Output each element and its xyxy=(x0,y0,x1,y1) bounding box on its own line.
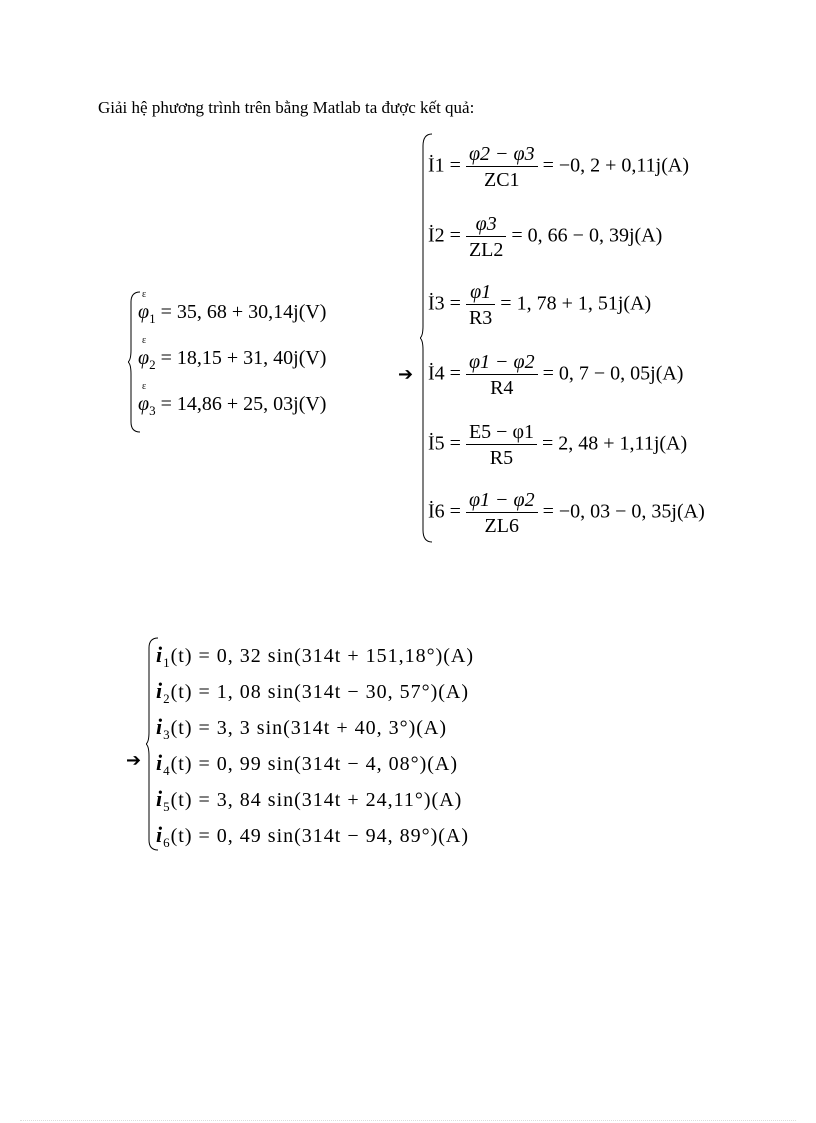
potential-row-1: ε $\varphi_1 = 35$, 68 + 30,14j(V) xyxy=(138,289,327,326)
instant-row-1: $i_1(t) = 0$, 32 sin(314t + 151,18°)(A) xyxy=(156,642,475,670)
page-bottom-divider xyxy=(20,1120,796,1121)
current-row-5: İ5 = $\frac{E5 - \varphi 1}{R5}$ = 2, 48 + 1,11j(A) xyxy=(428,421,688,469)
instant-system xyxy=(146,636,526,852)
current-row-2: İ2 = $\frac{\varphi 3}{ZL2}$ = 0, 66 − 0, 39j(A) xyxy=(428,213,663,261)
potential-row-2: ε $\varphi_2 = 18,15 + 31$, 40j(V) xyxy=(138,335,327,372)
potential-system xyxy=(128,290,368,435)
arrow-icon: ➔ xyxy=(126,750,142,771)
current-row-6: İ6 = $\frac{\varphi 1 - \varphi 2}{ZL6}$ = −0, 03 − 0, 35j(A) xyxy=(428,489,705,537)
current-row-4: İ4 = $\frac{\varphi 1 - \varphi 2}{R4}$ = 0, 7 − 0, 05j(A) xyxy=(428,351,684,399)
intro-text: Giải hệ phương trình trên bằng Matlab ta được kết quả: xyxy=(98,98,475,117)
instant-row-2: $i_2(t) = 1$, 08 sin(314t − 30, 57°)(A) xyxy=(156,678,470,706)
potential-row-3: ε $\varphi_3 = 14,86 + 25$, 03j(V) xyxy=(138,381,327,418)
instant-row-5: $i_5(t) = 3$, 84 sin(314t + 24,11°)(A) xyxy=(156,786,463,814)
current-system xyxy=(420,132,710,544)
left-brace-icon xyxy=(420,132,434,544)
instant-row-6: $i_6(t) = 0$, 49 sin(314t − 94, 89°)(A) xyxy=(156,822,470,850)
instant-row-4: $i_4(t) = 0$, 99 sin(314t − 4, 08°)(A) xyxy=(156,750,459,778)
current-row-3: İ3 = $\frac{\varphi 1}{R3}$ = 1, 78 + 1, 51j(A) xyxy=(428,281,652,329)
current-row-1: İ1 = $\frac{\varphi 2 - \varphi 3}{ZC1}$ = −0, 2 + 0,11j(A) xyxy=(428,143,689,191)
instant-row-3: $i_3(t) = 3$, 3 sin(314t + 40, 3°)(A) xyxy=(156,714,448,742)
left-brace-icon xyxy=(146,636,160,852)
arrow-icon: ➔ xyxy=(398,364,414,385)
